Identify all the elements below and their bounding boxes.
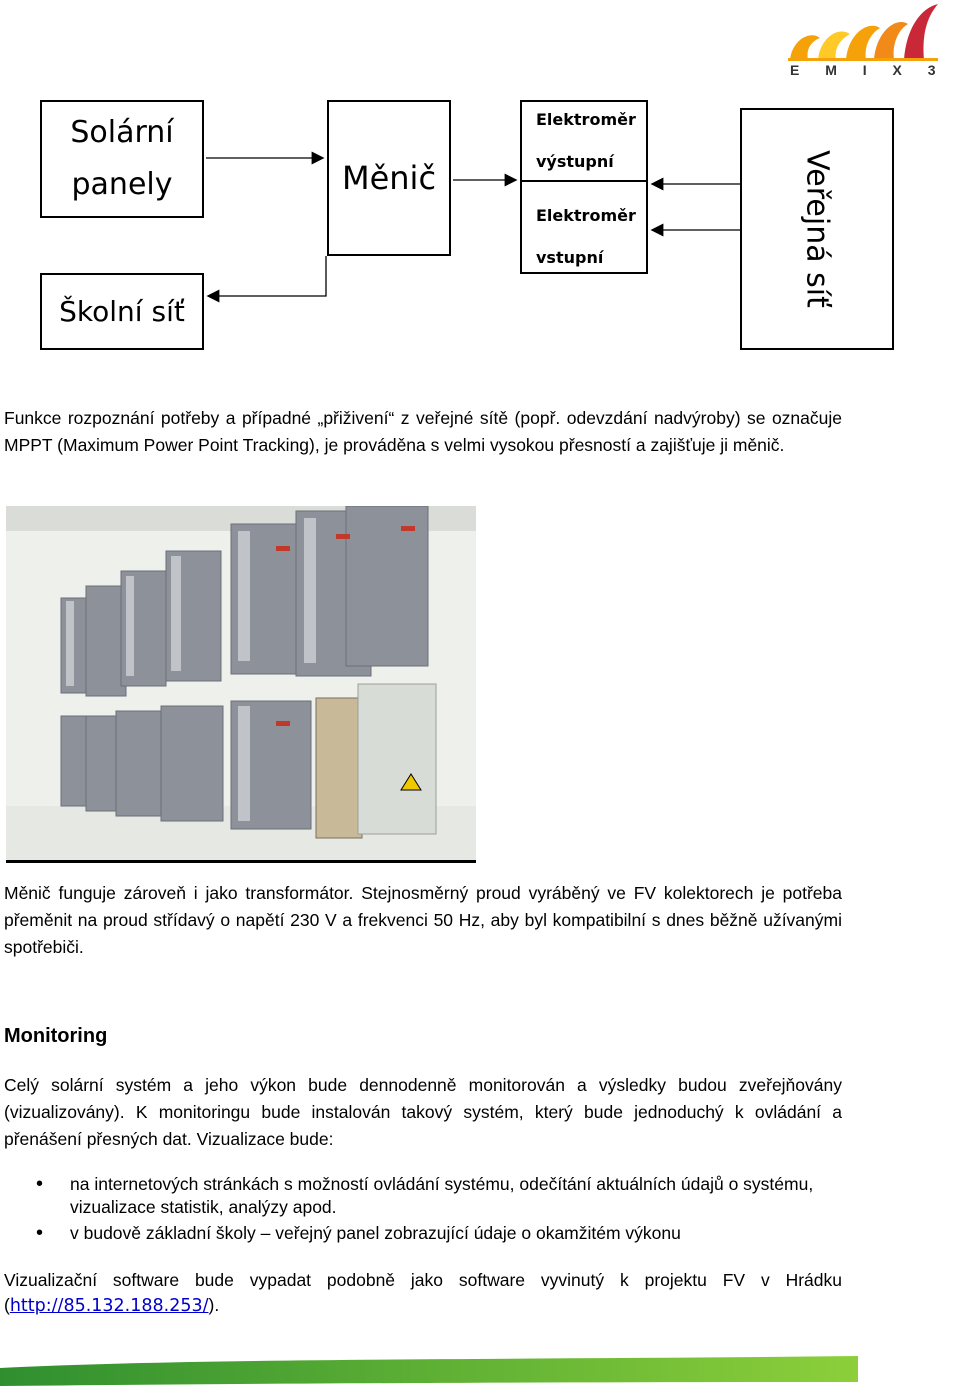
meter-in-label: Elektroměr: [536, 206, 636, 225]
meters-box: [520, 100, 648, 274]
list-item: • v budově základní školy – veřejný panel zobrazující údaje o okamžitém výkonu: [4, 1222, 842, 1245]
visualization-list: [4, 1173, 842, 1248]
footer-bar: [0, 1356, 858, 1386]
paragraph-software: [4, 1268, 842, 1319]
meter-divider: [522, 180, 646, 182]
meter-out-sublabel: výstupní: [536, 152, 614, 171]
project-link[interactable]: http://85.132.188.253/: [9, 1296, 209, 1316]
public-grid-label: Veřejná síť: [799, 150, 835, 308]
paragraph-software-end: ).: [208, 1295, 220, 1315]
public-grid-box: [740, 108, 894, 350]
solar-label-line1: Solární: [70, 115, 174, 150]
paragraph-monitoring: Celý solární systém a jeho výkon bude dennodenně monitorován a výsledky budou zveřejňovány (vizualizovány). K monitoringu bude instalován takový systém, který bude jednoduchý k ovládání a přenášení přesných dat. Vizualizace bude:: [4, 1075, 842, 1149]
inverter-label: Měnič: [341, 159, 437, 197]
paragraph-mppt: Funkce rozpoznání potřeby a případné „přiživení“ z veřejné sítě (popř. odevzdání nadvýroby) se označuje MPPT (Maximum Power Point Tracking), je prováděna s velmi vysokou přesností a zajišťuje ji měnič.: [4, 408, 842, 455]
meter-out-label: Elektroměr: [536, 110, 636, 129]
paragraph-transformer: Měnič funguje zároveň i jako transformátor. Stejnosměrný proud vyráběný ve FV kolektorech je potřeba přeměnit na proud střídavý o napětí 230 V a frekvenci 50 Hz, aby byl kompatibilní s dnes běžně užívanými spotřebiči.: [4, 883, 842, 957]
section-heading-monitoring: Monitoring: [4, 1025, 108, 1047]
solar-label-line2: panely: [71, 167, 173, 202]
photo-underline: [6, 860, 476, 863]
meter-in-sublabel: vstupní: [536, 248, 604, 267]
inverter-box: [327, 100, 451, 256]
inverter-photo: [6, 506, 476, 860]
school-grid-box: [40, 273, 204, 350]
logo-text: E M I X 3: [790, 62, 947, 78]
arrow-menic-to-skolni: [209, 256, 326, 296]
solar-panels-box: [40, 100, 204, 218]
list-item: • na internetových stránkách s možností ovládání systému, odečítání aktuálních údajů o systému, vizualizace statistik, analýzy apod.: [4, 1173, 842, 1219]
paragraph-software-text: Vizualizační software bude vypadat podobně jako software vyvinutý k projektu FV v Hrádku (: [4, 1270, 842, 1315]
school-grid-label: Školní síť: [59, 295, 185, 328]
